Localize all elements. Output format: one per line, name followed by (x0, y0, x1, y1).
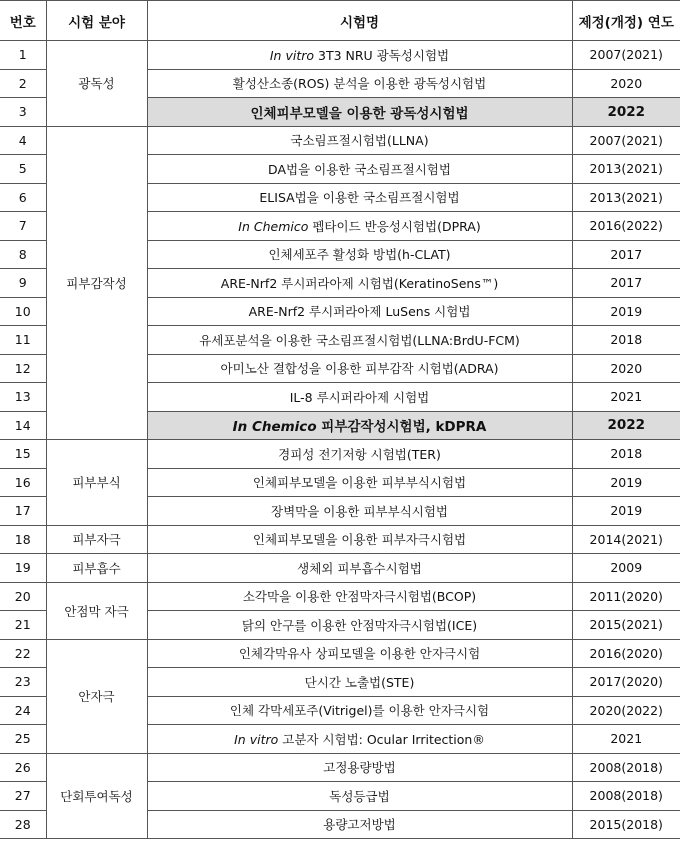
row-number: 19 (0, 554, 46, 583)
year: 2011(2020) (572, 582, 680, 611)
test-name-text: 고정용량방법 (323, 760, 396, 776)
year: 2016(2020) (572, 639, 680, 668)
table-row (0, 582, 680, 611)
test-name-text: 인체각막유사 상피모델을 이용한 안자극시험 (238, 646, 481, 662)
year: 2017 (572, 240, 680, 269)
year: 2021 (572, 725, 680, 754)
test-field: 피부부식 (46, 440, 147, 526)
test-name-text: 인체피부모델을 이용한 피부부식시험법 (252, 475, 467, 491)
row-number: 20 (0, 582, 46, 611)
test-name (147, 582, 572, 611)
table-row (0, 126, 680, 155)
year: 2008(2018) (572, 782, 680, 811)
test-name-text: 3T3 NRU 광독성시험법 (314, 47, 450, 63)
test-name (147, 297, 572, 326)
row-number: 9 (0, 269, 46, 298)
year: 2008(2018) (572, 753, 680, 782)
table-row (0, 753, 680, 782)
test-name (147, 525, 572, 554)
test-name-text: 아미노산 결합성을 이용한 피부감작 시험법(ADRA) (220, 361, 499, 377)
year: 2007(2021) (572, 41, 680, 70)
year: 2020 (572, 69, 680, 98)
test-name-text: ARE-Nrf2 루시퍼라아제 LuSens 시험법 (248, 304, 471, 320)
test-name-text: 피부감작성시험법, kDPRA (316, 419, 487, 436)
test-name-text: 고분자 시험법: Ocular Irritection® (278, 731, 485, 747)
row-number: 6 (0, 183, 46, 212)
row-number: 10 (0, 297, 46, 326)
test-name (147, 554, 572, 583)
year: 2020 (572, 354, 680, 383)
table-row (0, 525, 680, 554)
row-number: 4 (0, 126, 46, 155)
test-name (147, 41, 572, 70)
table-row (0, 554, 680, 583)
table-row (0, 639, 680, 668)
test-name-italic-prefix: In Chemico (238, 218, 309, 234)
row-number: 28 (0, 810, 46, 839)
year: 2017(2020) (572, 668, 680, 697)
test-name-text: 독성등급법 (329, 788, 390, 804)
test-field: 단회투여독성 (46, 753, 147, 839)
test-name-italic-prefix: In vitro (269, 47, 315, 63)
test-field: 피부흡수 (46, 554, 147, 583)
year: 2019 (572, 497, 680, 526)
row-number: 16 (0, 468, 46, 497)
row-number: 13 (0, 383, 46, 412)
test-name-text: 인체피부모델을 이용한 광독성시험법 (250, 105, 469, 122)
test-name (147, 98, 572, 127)
row-number: 7 (0, 212, 46, 241)
year: 2019 (572, 468, 680, 497)
table-row (0, 41, 680, 70)
test-name (147, 440, 572, 469)
row-number: 1 (0, 41, 46, 70)
year: 2021 (572, 383, 680, 412)
row-number: 18 (0, 525, 46, 554)
test-field: 안자극 (46, 639, 147, 753)
test-name (147, 696, 572, 725)
test-name (147, 411, 572, 440)
test-name (147, 753, 572, 782)
test-name-text: 인체피부모델을 이용한 피부자극시험법 (252, 532, 467, 548)
year: 2014(2021) (572, 525, 680, 554)
header-name: 시험명 (147, 1, 572, 41)
year: 2007(2021) (572, 126, 680, 155)
row-number: 8 (0, 240, 46, 269)
test-name-text: 활성산소종(ROS) 분석을 이용한 광독성시험법 (232, 76, 487, 92)
test-name-text: 경피성 전기저항 시험법(TER) (278, 446, 441, 462)
row-number: 26 (0, 753, 46, 782)
test-field: 피부자극 (46, 525, 147, 554)
test-name (147, 611, 572, 640)
test-name (147, 725, 572, 754)
row-number: 14 (0, 411, 46, 440)
test-name-italic-prefix: In Chemico (232, 419, 317, 436)
test-name (147, 354, 572, 383)
test-name-text: ARE-Nrf2 루시퍼라아제 시험법(KeratinoSens™) (220, 275, 499, 291)
year: 2022 (572, 411, 680, 440)
test-name-text: 생체외 피부흡수시험법 (297, 560, 422, 576)
test-name (147, 782, 572, 811)
test-name (147, 269, 572, 298)
year: 2022 (572, 98, 680, 127)
test-name-text: 인체 각막세포주(Vitrigel)를 이용한 안자극시험 (229, 703, 490, 719)
test-name-text: 펩타이드 반응성시험법(DPRA) (308, 218, 481, 234)
row-number: 23 (0, 668, 46, 697)
row-number: 21 (0, 611, 46, 640)
test-name-text: 유세포분석을 이용한 국소림프절시험법(LLNA:BrdU-FCM) (199, 332, 520, 348)
test-name-text: 인체세포주 활성화 방법(h-CLAT) (268, 247, 451, 263)
year: 2019 (572, 297, 680, 326)
test-name-text: 단시간 노출법(STE) (304, 674, 415, 690)
test-name-text: 소각막을 이용한 안점막자극시험법(BCOP) (242, 589, 477, 605)
test-name-text: 용량고저방법 (323, 817, 396, 833)
test-name (147, 383, 572, 412)
test-field: 안점막 자극 (46, 582, 147, 639)
test-name-text: ELISA법을 이용한 국소림프절시험법 (259, 190, 460, 206)
row-number: 11 (0, 326, 46, 355)
row-number: 2 (0, 69, 46, 98)
year: 2020(2022) (572, 696, 680, 725)
year: 2013(2021) (572, 183, 680, 212)
test-name (147, 240, 572, 269)
row-number: 17 (0, 497, 46, 526)
test-name (147, 497, 572, 526)
test-name (147, 126, 572, 155)
test-name-text: IL-8 루시퍼라아제 시험법 (289, 389, 430, 405)
row-number: 22 (0, 639, 46, 668)
row-number: 3 (0, 98, 46, 127)
row-number: 5 (0, 155, 46, 184)
year: 2016(2022) (572, 212, 680, 241)
row-number: 24 (0, 696, 46, 725)
header-row (0, 1, 680, 41)
year: 2015(2021) (572, 611, 680, 640)
year: 2017 (572, 269, 680, 298)
test-name (147, 468, 572, 497)
test-name (147, 155, 572, 184)
header-year: 제정(개정) 연도 (572, 1, 680, 41)
test-name-text: 국소림프절시험법(LLNA) (290, 133, 429, 149)
year: 2013(2021) (572, 155, 680, 184)
test-name-text: 닭의 안구를 이용한 안점막자극시험법(ICE) (241, 617, 478, 633)
table-body (0, 41, 680, 839)
row-number: 12 (0, 354, 46, 383)
test-name (147, 810, 572, 839)
row-number: 25 (0, 725, 46, 754)
test-field: 광독성 (46, 41, 147, 127)
test-name (147, 326, 572, 355)
header-field: 시험 분야 (46, 1, 147, 41)
table-row (0, 440, 680, 469)
test-name-text: DA법을 이용한 국소림프절시험법 (268, 161, 451, 177)
year: 2018 (572, 440, 680, 469)
test-name (147, 212, 572, 241)
test-field: 피부감작성 (46, 126, 147, 440)
test-name-text: 장벽막을 이용한 피부부식시험법 (271, 503, 448, 519)
test-name (147, 668, 572, 697)
test-name (147, 69, 572, 98)
year: 2009 (572, 554, 680, 583)
test-name (147, 183, 572, 212)
year: 2015(2018) (572, 810, 680, 839)
year: 2018 (572, 326, 680, 355)
header-no: 번호 (0, 1, 46, 41)
row-number: 15 (0, 440, 46, 469)
test-name-italic-prefix: In vitro (234, 731, 279, 747)
test-name (147, 639, 572, 668)
row-number: 27 (0, 782, 46, 811)
